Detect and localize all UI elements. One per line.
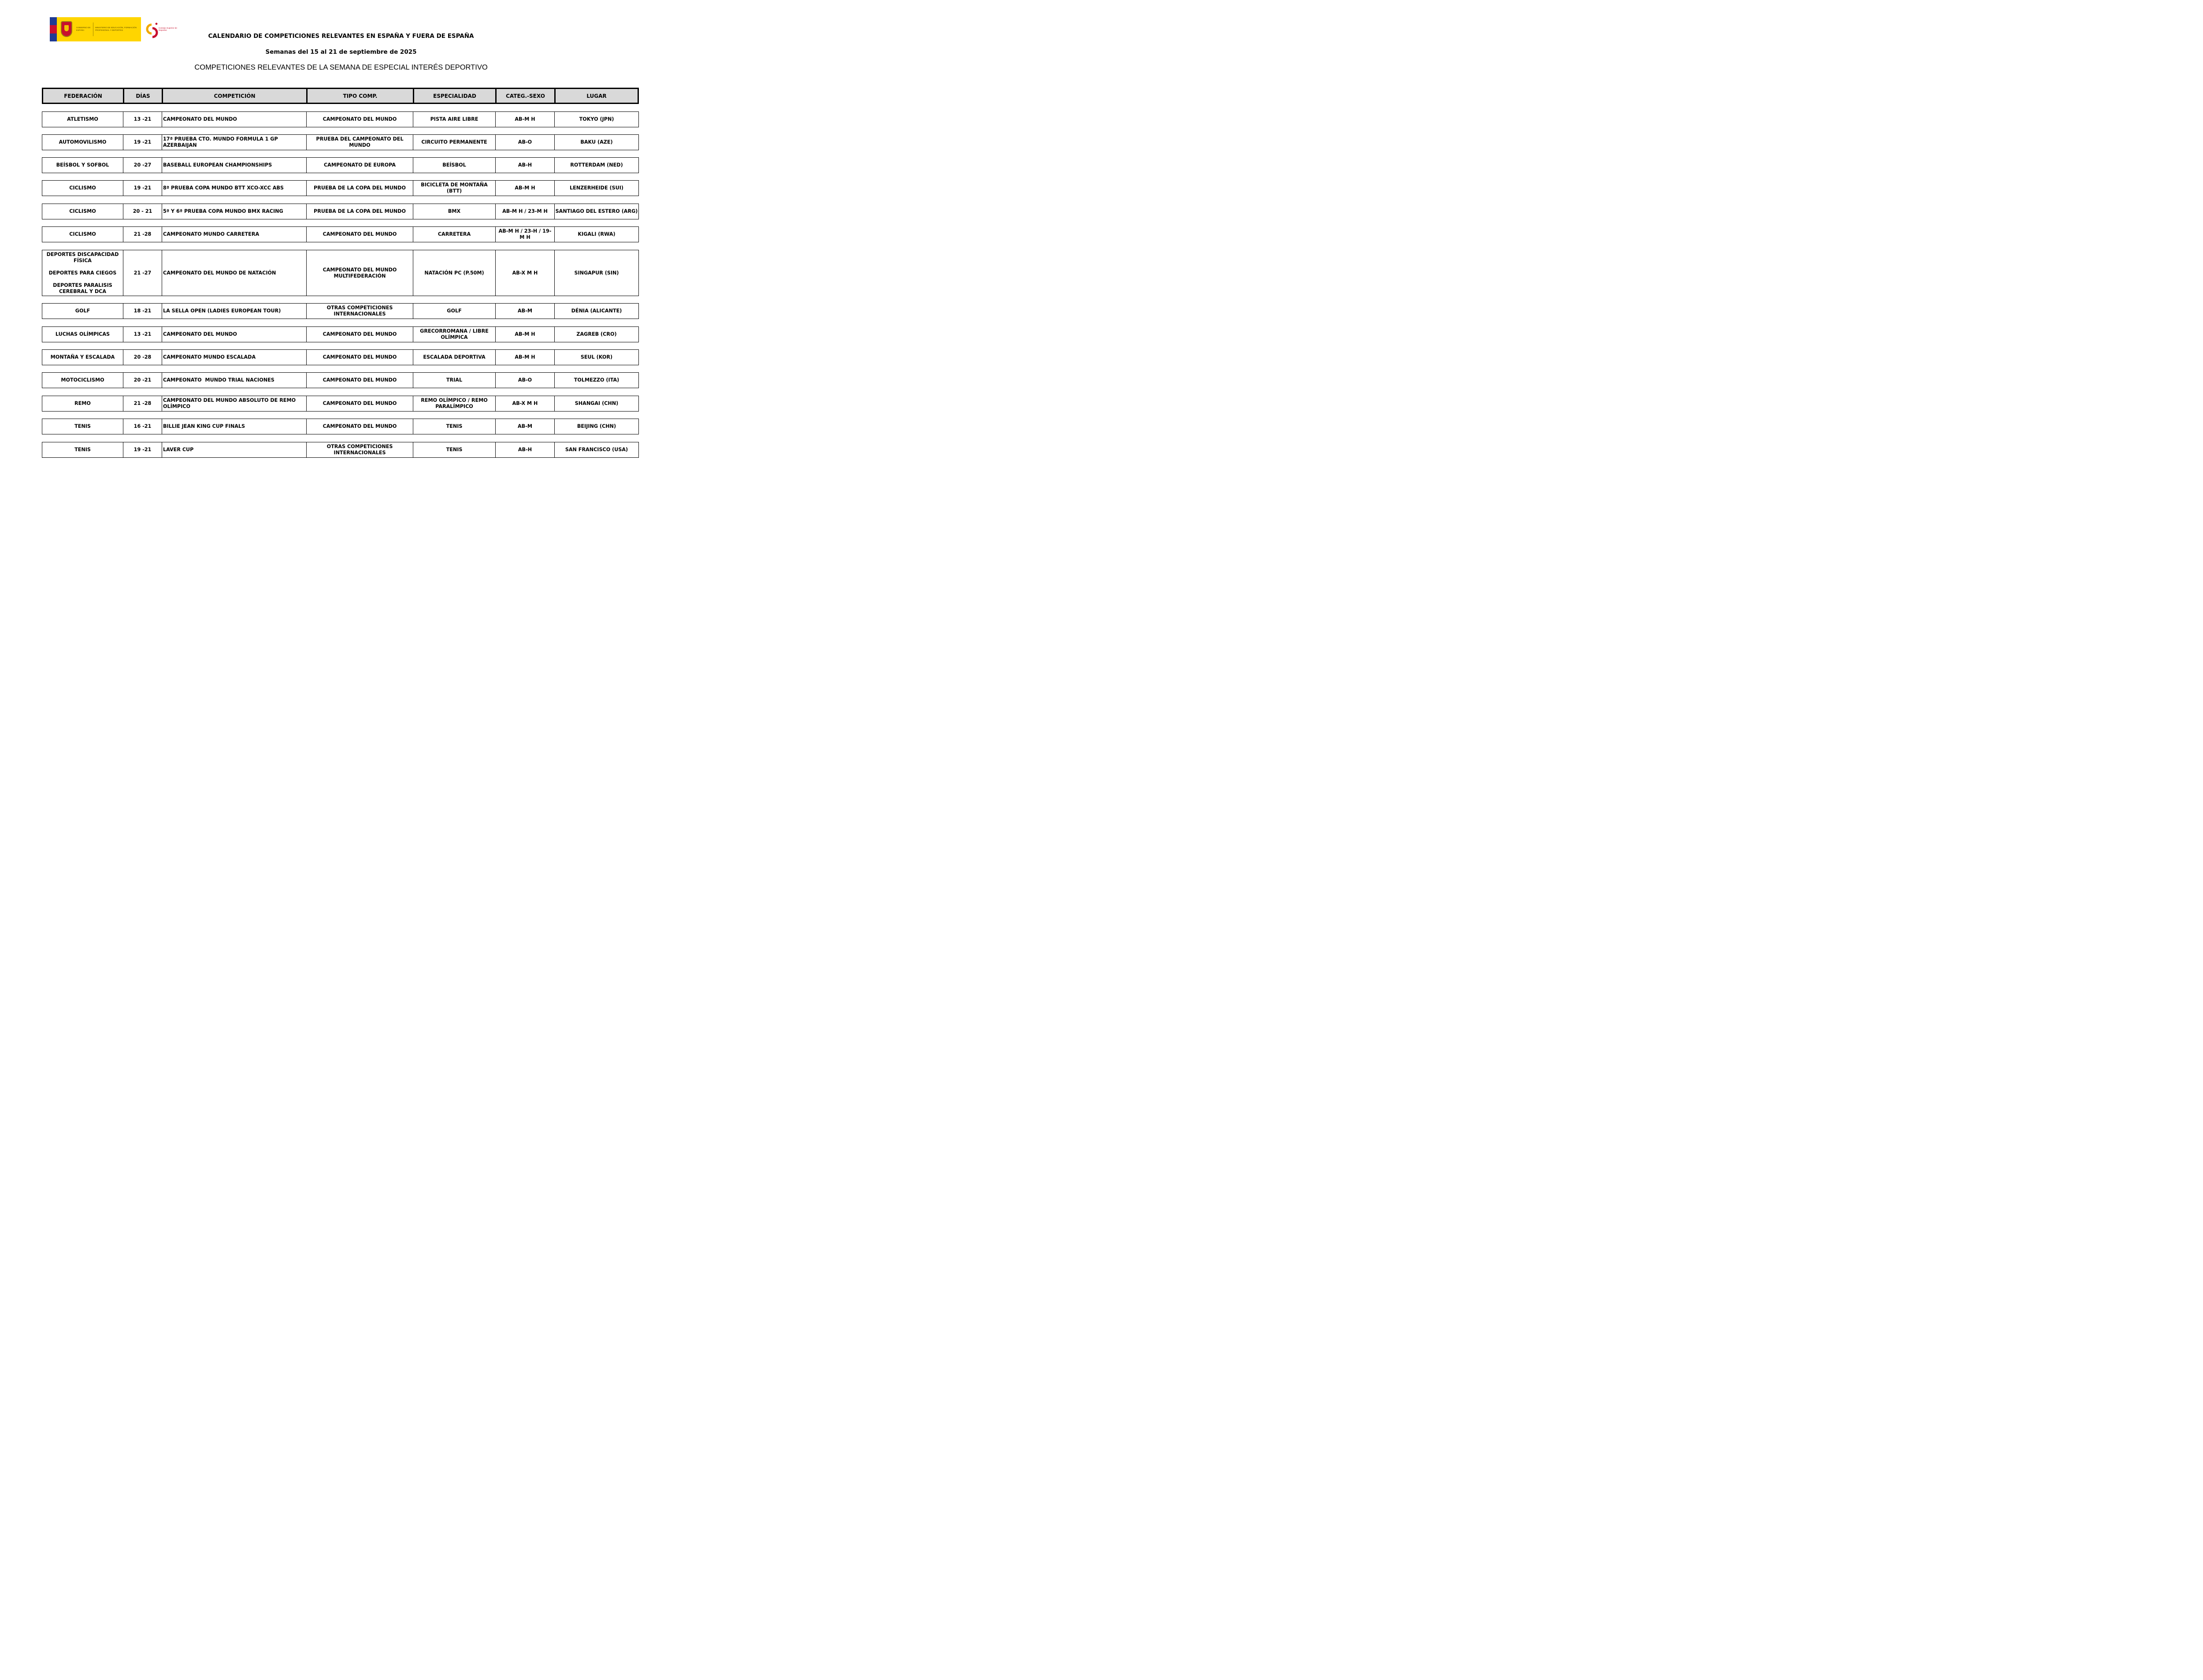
cell-competicion: CAMPEONATO MUNDO CARRETERA xyxy=(162,227,307,242)
header-especialidad: ESPECIALIDAD xyxy=(414,89,497,103)
cell-federacion: AUTOMOVILISMO xyxy=(42,135,123,150)
cell-dias: 19 -21 xyxy=(123,442,162,457)
cell-federacion: GOLF xyxy=(42,304,123,319)
federacion-line: DEPORTES PARA CIEGOS xyxy=(48,270,117,276)
cell-tipo: PRUEBA DE LA COPA DEL MUNDO xyxy=(307,181,413,196)
cell-competicion: LAVER CUP xyxy=(162,442,307,457)
cell-tipo: CAMPEONATO DEL MUNDO xyxy=(307,419,413,434)
cell-lugar: SAN FRANCISCO (USA) xyxy=(565,447,628,452)
header-categoria: CATEG.-SEXO xyxy=(497,89,556,103)
cell-lugar: DÉNIA (ALICANTE) xyxy=(571,308,622,314)
cell-federacion: MONTAÑA Y ESCALADA xyxy=(42,350,123,365)
cell-federacion: TENIS xyxy=(42,442,123,457)
ministry-logo-text: MINISTERIO DE EDUCACIÓN, FORMACIÓN PROFESIONAL Y DEPORTES xyxy=(95,26,137,31)
cell-competicion: 8ª PRUEBA COPA MUNDO BTT XCO-XCC ABS xyxy=(162,181,307,196)
cell-especialidad: ESCALADA DEPORTIVA xyxy=(413,350,496,365)
cell-categoria: AB-M H xyxy=(496,112,555,127)
cell-categoria: AB-M xyxy=(496,419,555,434)
cell-dias: 20 - 21 xyxy=(123,204,162,219)
cell-tipo: CAMPEONATO DEL MUNDO xyxy=(307,227,413,242)
cell-especialidad: TENIS xyxy=(413,442,496,457)
cell-lugar: KIGALI (RWA) xyxy=(578,231,616,237)
cell-dias: 19 -21 xyxy=(123,181,162,196)
cell-categoria: AB-M xyxy=(496,304,555,319)
cell-competicion: CAMPEONATO MUNDO ESCALADA xyxy=(162,350,307,365)
cell-especialidad: CIRCUITO PERMANENTE xyxy=(413,135,496,150)
cell-lugar: BEIJING (CHN) xyxy=(577,423,616,429)
cell-dias: 21 -28 xyxy=(123,396,162,411)
cell-especialidad: TENIS xyxy=(413,419,496,434)
cell-tipo: CAMPEONATO DEL MUNDO MULTIFEDERACIÓN xyxy=(307,250,413,296)
document-title: CALENDARIO DE COMPETICIONES RELEVANTES EN ESPAÑA Y FUERA DE ESPAÑA xyxy=(208,33,474,40)
cell-federacion: ATLETISMO xyxy=(42,112,123,127)
cell-federacion: CICLISMO xyxy=(42,181,123,196)
table-row xyxy=(42,326,639,342)
table-row xyxy=(42,134,639,150)
cell-categoria: AB-M H / 23-H / 19-M H xyxy=(496,227,555,242)
cell-competicion: CAMPEONATO DEL MUNDO ABSOLUTO DE REMO OLÍMPICO xyxy=(162,396,307,411)
cell-especialidad: BMX xyxy=(413,204,496,219)
cell-tipo: CAMPEONATO DE EUROPA xyxy=(307,158,413,173)
cell-competicion: BILLIE JEAN KING CUP FINALS xyxy=(162,419,307,434)
cell-tipo: PRUEBA DEL CAMPEONATO DEL MUNDO xyxy=(307,135,413,150)
cell-lugar: BAKU (AZE) xyxy=(580,139,613,145)
section-title: COMPETICIONES RELEVANTES DE LA SEMANA DE ESPECIAL INTERÉS DEPORTIVO xyxy=(194,63,488,71)
cell-tipo: CAMPEONATO DEL MUNDO xyxy=(307,373,413,388)
cell-dias: 20 -21 xyxy=(123,373,162,388)
cell-competicion: CAMPEONATO DEL MUNDO xyxy=(162,112,307,127)
cell-federacion: TENIS xyxy=(42,419,123,434)
table-row xyxy=(42,204,639,219)
document-subtitle: Semanas del 15 al 21 de septiembre de 2025 xyxy=(265,48,417,56)
header-competicion: COMPETICIÓN xyxy=(163,89,308,103)
cell-categoria: AB-M H xyxy=(496,350,555,365)
table-row xyxy=(42,372,639,388)
cell-dias: 19 -21 xyxy=(123,135,162,150)
cell-competicion: CAMPEONATO MUNDO TRIAL NACIONES xyxy=(162,373,307,388)
cell-dias: 18 -21 xyxy=(123,304,162,319)
table-row xyxy=(42,250,639,296)
header-lugar: LUGAR xyxy=(586,93,607,99)
cell-lugar: SEUL (KOR) xyxy=(580,354,613,360)
table-row xyxy=(42,303,639,319)
cell-especialidad: GOLF xyxy=(413,304,496,319)
cell-federacion: REMO xyxy=(42,396,123,411)
cell-categoria: AB-M H / 23-M H xyxy=(496,204,555,219)
cell-federacion: MOTOCICLISMO xyxy=(42,373,123,388)
table-row xyxy=(42,111,639,127)
cell-categoria: AB-H xyxy=(496,442,555,457)
cell-dias: 21 -27 xyxy=(123,250,162,296)
cell-dias: 13 -21 xyxy=(123,327,162,342)
cell-competicion: BASEBALL EUROPEAN CHAMPIONSHIPS xyxy=(162,158,307,173)
cell-especialidad: CARRETERA xyxy=(413,227,496,242)
cell-especialidad: NATACIÓN PC (P.50M) xyxy=(413,250,496,296)
cell-categoria: AB-M H xyxy=(496,181,555,196)
cell-categoria: AB-O xyxy=(496,373,555,388)
table-row xyxy=(42,157,639,173)
cell-tipo: CAMPEONATO DEL MUNDO xyxy=(307,327,413,342)
cell-dias: 21 -28 xyxy=(123,227,162,242)
federacion-line: DEPORTES PARALISIS CEREBRAL Y DCA xyxy=(53,282,112,294)
table-row xyxy=(42,419,639,434)
cell-competicion: 5ª Y 6ª PRUEBA COPA MUNDO BMX RACING xyxy=(162,204,307,219)
cell-categoria: AB-O xyxy=(496,135,555,150)
table-row xyxy=(42,226,639,242)
table-row xyxy=(42,180,639,196)
cell-competicion: 17ª PRUEBA CTO. MUNDO FORMULA 1 GP AZERBAIJAN xyxy=(162,135,307,150)
cell-especialidad: GRECORROMANA / LIBRE OLÍMPICA xyxy=(413,327,496,342)
header-tipo: TIPO COMP. xyxy=(308,89,414,103)
cell-especialidad: BICICLETA DE MONTAÑA (BTT) xyxy=(413,181,496,196)
cell-lugar: SHANGAI (CHN) xyxy=(575,401,619,406)
csd-logo-text: Consejo Superior de Deportes xyxy=(159,27,177,32)
cell-dias: 20 -27 xyxy=(123,158,162,173)
cell-lugar: ZAGREB (CRO) xyxy=(576,331,617,337)
cell-federacion: CICLISMO xyxy=(42,204,123,219)
cell-lugar: SANTIAGO DEL ESTERO (ARG) xyxy=(555,208,638,214)
gov-logo-text: GOBIERNO DE ESPAÑA xyxy=(76,26,91,31)
cell-federacion: CICLISMO xyxy=(42,227,123,242)
cell-categoria: AB-H xyxy=(496,158,555,173)
cell-tipo: OTRAS COMPETICIONES INTERNACIONALES xyxy=(307,304,413,319)
table-row xyxy=(42,396,639,412)
cell-especialidad: BEÍSBOL xyxy=(413,158,496,173)
cell-categoria: AB-X M H xyxy=(496,250,555,296)
cell-especialidad: PISTA AIRE LIBRE xyxy=(413,112,496,127)
cell-federacion xyxy=(42,250,123,296)
cell-especialidad: TRIAL xyxy=(413,373,496,388)
cell-tipo: CAMPEONATO DEL MUNDO xyxy=(307,350,413,365)
cell-dias: 16 -21 xyxy=(123,419,162,434)
cell-federacion: LUCHAS OLÍMPICAS xyxy=(42,327,123,342)
cell-lugar: LENZERHEIDE (SUI) xyxy=(569,185,624,191)
cell-categoria: AB-M H xyxy=(496,327,555,342)
header-dias: DÍAS xyxy=(124,89,163,103)
cell-lugar: SINGAPUR (SIN) xyxy=(574,270,619,276)
cell-lugar: TOKYO (JPN) xyxy=(579,116,614,122)
table-header xyxy=(42,88,639,104)
cell-especialidad: REMO OLÍMPICO / REMO PARALÍMPICO xyxy=(413,396,496,411)
cell-tipo: PRUEBA DE LA COPA DEL MUNDO xyxy=(307,204,413,219)
table-row xyxy=(42,442,639,458)
cell-tipo: CAMPEONATO DEL MUNDO xyxy=(307,112,413,127)
cell-lugar: TOLMEZZO (ITA) xyxy=(574,377,619,383)
cell-competicion: CAMPEONATO DEL MUNDO DE NATACIÓN xyxy=(162,250,307,296)
federacion-line: DEPORTES DISCAPACIDAD FÍSICA xyxy=(46,251,119,263)
cell-federacion: BEÍSBOL Y SOFBOL xyxy=(42,158,123,173)
cell-competicion: LA SELLA OPEN (LADIES EUROPEAN TOUR) xyxy=(162,304,307,319)
cell-lugar: ROTTERDAM (NED) xyxy=(570,162,623,168)
table-row xyxy=(42,349,639,365)
cell-dias: 20 -28 xyxy=(123,350,162,365)
cell-dias: 13 -21 xyxy=(123,112,162,127)
cell-tipo: CAMPEONATO DEL MUNDO xyxy=(307,396,413,411)
cell-categoria: AB-X M H xyxy=(496,396,555,411)
header-federacion: FEDERACIÓN xyxy=(43,89,124,103)
cell-competicion: CAMPEONATO DEL MUNDO xyxy=(162,327,307,342)
cell-tipo: OTRAS COMPETICIONES INTERNACIONALES xyxy=(307,442,413,457)
